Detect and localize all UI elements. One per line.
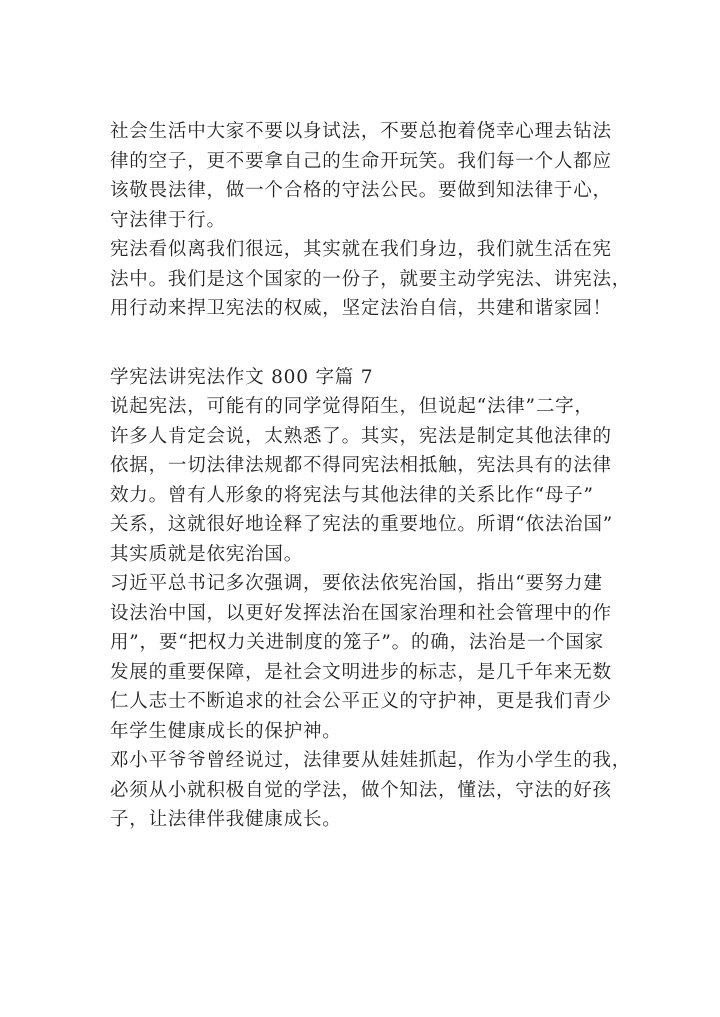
text-line: 其实质就是依宪治国。 <box>110 543 304 565</box>
text-line: 宪法看似离我们很远，其实就在我们身边，我们就生活在宪 <box>110 239 612 260</box>
paragraph <box>110 235 630 324</box>
paragraph <box>110 746 630 835</box>
text-line: 律的空子，更不要拿自己的生命开玩笑。我们每一个人都应 <box>110 150 612 172</box>
text-line: 关系，这就很好地诠释了宪法的重要地位。所谓“依法治国” <box>110 514 614 535</box>
text-line: 习近平总书记多次强调，要依法依宪治国，指出“要努力建 <box>110 573 603 594</box>
text-line: 用行动来捍卫宪法的权威，坚定法治自信，共建和谐家园！ <box>110 298 612 319</box>
text-line: 许多人肯定会说，太熟悉了。其实，宪法是制定其他法律的 <box>110 425 612 447</box>
text-line: 仁人志士不断追求的社会公平正义的守护神，更是我们青少 <box>110 691 612 712</box>
text-line: 守法律于行。 <box>110 209 226 231</box>
text-line: 依据，一切法律法规都不得同宪法相抵触，宪法具有的法律 <box>110 455 612 476</box>
text-line: 必须从小就积极自觉的学法，做个知法，懂法，守法的好孩 <box>110 779 612 801</box>
text-line: 用”，要“把权力关进制度的笼子”。的确，法治是一个国家 <box>110 632 604 653</box>
text-line: 设法治中国，以更好发挥法治在国家治理和社会管理中的作 <box>110 602 612 624</box>
text-line: 年学生健康成长的保护神。 <box>110 720 342 742</box>
paragraph <box>110 569 630 746</box>
document-body <box>110 117 630 835</box>
text-line: 子，让法律伴我健康成长。 <box>110 809 342 830</box>
text-line: 该敬畏法律，做一个合格的守法公民。要做到知法律于心， <box>110 180 612 201</box>
section-heading: 学宪法讲宪法作文 800 字篇 7 <box>110 366 374 388</box>
text-line: 社会生活中大家不要以身试法，不要总抱着侥幸心理去钻法 <box>110 121 612 142</box>
paragraph <box>110 392 630 569</box>
text-line: 效力。曾有人形象的将宪法与其他法律的关系比作“母子” <box>110 484 594 506</box>
text-line: 邓小平爷爷曾经说过，法律要从娃娃抓起，作为小学生的我， <box>110 750 632 771</box>
text-line: 法中。我们是这个国家的一份子，就要主动学宪法、讲宪法， <box>110 268 632 290</box>
paragraph <box>110 117 630 235</box>
text-line: 说起宪法，可能有的同学觉得陌生，但说起“法律”二字， <box>110 396 594 417</box>
text-line: 发展的重要保障，是社会文明进步的标志，是几千年来无数 <box>110 661 612 683</box>
section-spacer <box>110 324 630 363</box>
